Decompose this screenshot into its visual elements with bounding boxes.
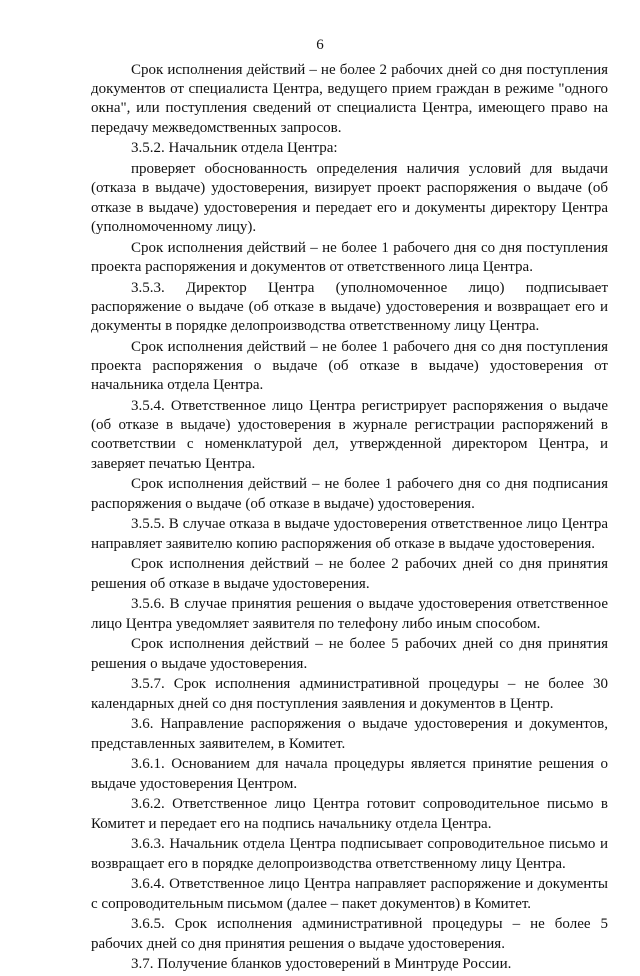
paragraph: проверяет обоснованность определения наличия условий для выдачи (отказа в выдаче) удостоверения, визирует проект распоряжения о выдаче (об отказе в выдаче) удостоверения и передает его и документы директору Центра (уполномоченному лицу). [91, 161, 608, 235]
paragraph: 3.5.3. Директор Центра (уполномоченное лицо) подписывает распоряжение о выдаче (об отказе в выдаче) удостоверения и возвращает его и документы в порядке делопроизводства ответственному лицу Центра. [91, 279, 608, 335]
paragraph: Срок исполнения действий – не более 2 рабочих дней со дня поступления документов от специалиста Центра, ведущего прием граждан в режиме "одного окна", или поступления сведений от специалиста Центра, имеющего право на передачу межведомственных запросов. [91, 62, 608, 136]
paragraph: 3.7. Получение бланков удостоверений в Минтруде России. [131, 956, 512, 973]
paragraph: 3.5.4. Ответственное лицо Центра регистрирует распоряжения о выдаче (об отказе в выдаче) удостоверения в журнале регистрации распоряжений в соответствии с номенклатурой дел, утвержденной директором Центра, и заверяет печатью Центра. [91, 398, 608, 472]
paragraph: 3.6.5. Срок исполнения административной процедуры – не более 5 рабочих дней со дня принятия решения о выдаче удостоверения. [91, 916, 608, 952]
paragraph: 3.5.7. Срок исполнения административной процедуры – не более 30 календарных дней со дня поступления заявления и документов в Центр. [91, 676, 608, 712]
paragraph: 3.6. Направление распоряжения о выдаче удостоверения и документов, представленных заявителем, в Комитет. [91, 716, 608, 752]
paragraph: 3.6.4. Ответственное лицо Центра направляет распоряжение и документы с сопроводительным письмом (далее – пакет документов) в Комитет. [91, 876, 608, 912]
paragraph: 3.5.6. В случае принятия решения о выдаче удостоверения ответственное лицо Центра уведомляет заявителя по телефону либо иным способом. [91, 596, 608, 632]
paragraph: 3.6.3. Начальник отдела Центра подписывает сопроводительное письмо и возвращает его в порядке делопроизводства ответственному лицу Центра. [91, 836, 608, 872]
paragraph: 3.6.1. Основанием для начала процедуры является принятие решения о выдаче удостоверения Центром. [91, 756, 608, 792]
paragraph: Срок исполнения действий – не более 1 рабочего дня со дня поступления проекта распоряжения и документов от ответственного лица Центра. [91, 239, 608, 275]
paragraph: Срок исполнения действий – не более 1 рабочего дня со дня подписания распоряжения о выдаче (об отказе в выдаче) удостоверения. [91, 476, 608, 512]
paragraph: Срок исполнения действий – не более 1 рабочего дня со дня поступления проекта распоряжения о выдаче (об отказе в выдаче) удостоверения от начальника отдела Центра. [91, 338, 608, 394]
paragraph: Срок исполнения действий – не более 2 рабочих дней со дня принятия решения об отказе в выдаче удостоверения. [91, 556, 608, 592]
paragraph: 3.5.2. Начальник отдела Центра: [131, 140, 338, 157]
page-number: 6 [316, 37, 324, 53]
paragraph: 3.6.2. Ответственное лицо Центра готовит сопроводительное письмо в Комитет и передает его на подпись начальнику отдела Центра. [91, 796, 608, 832]
document-body [91, 61, 608, 976]
paragraph: 3.5.5. В случае отказа в выдаче удостоверения ответственное лицо Центра направляет заявителю копию распоряжения об отказе в выдаче удостоверения. [91, 516, 608, 552]
paragraph: Срок исполнения действий – не более 5 рабочих дней со дня принятия решения о выдаче удостоверения. [91, 636, 608, 672]
